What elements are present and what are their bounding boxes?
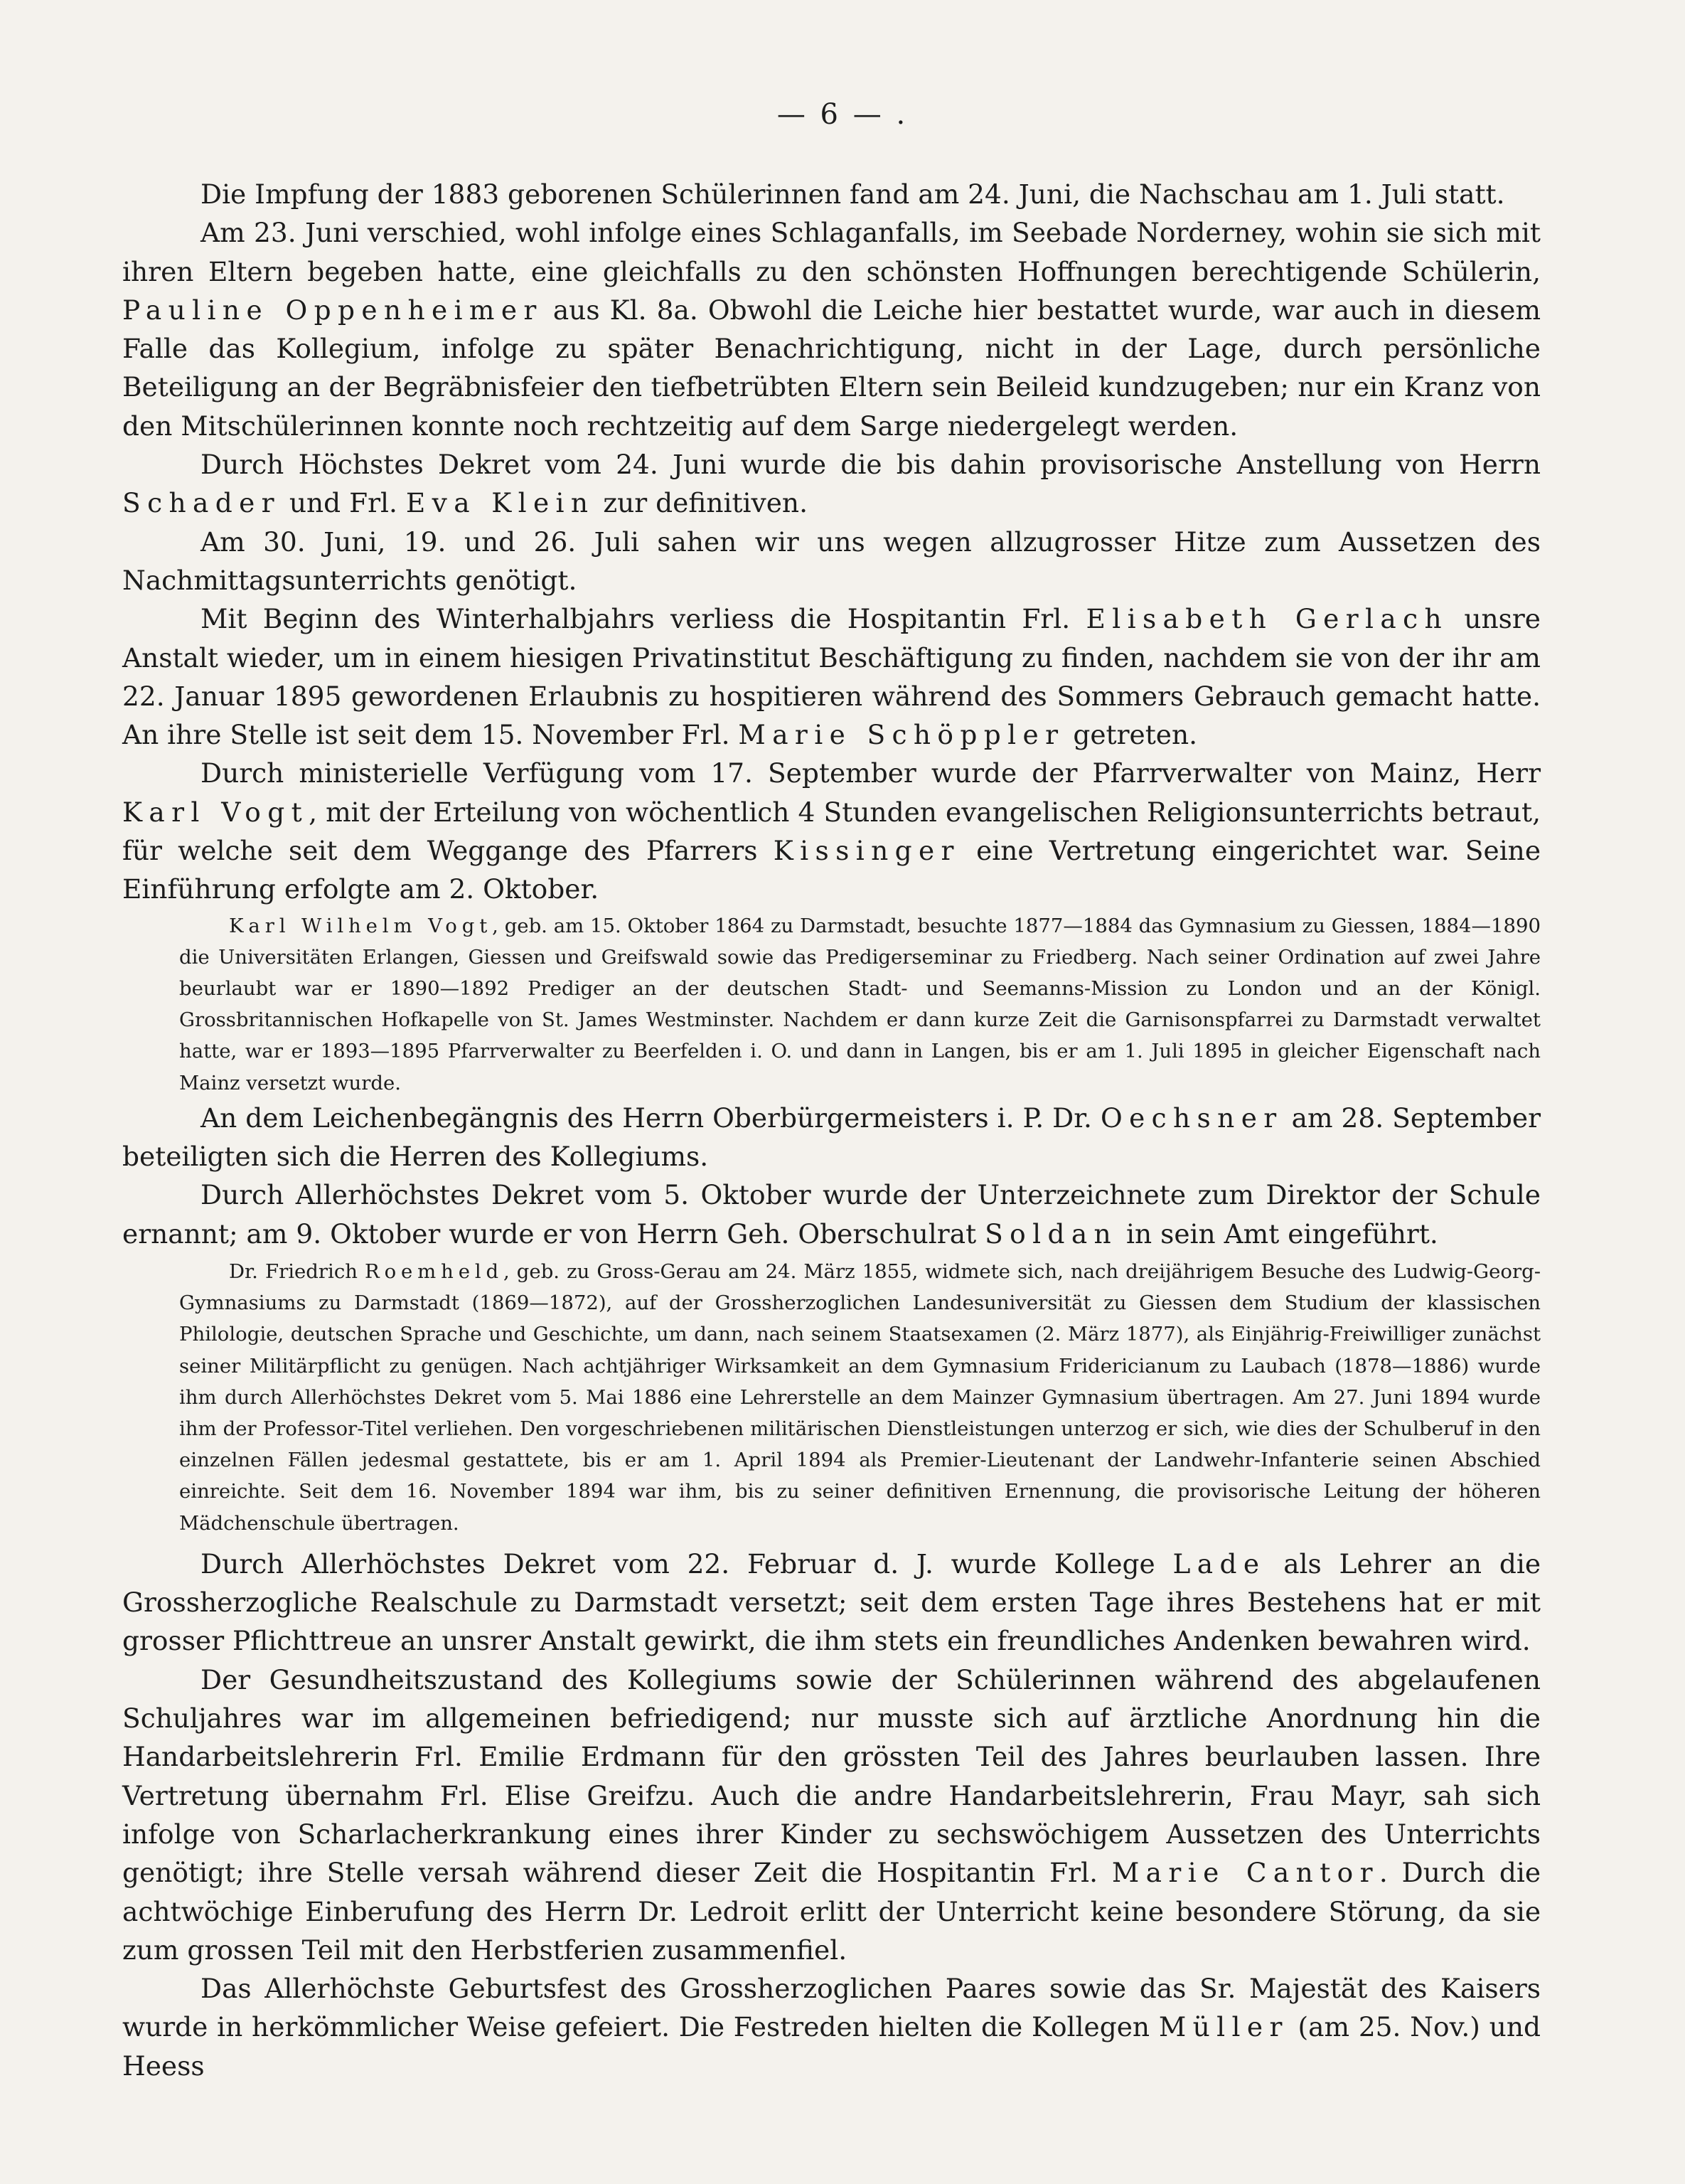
- biography-note-vogt: [179, 910, 1541, 1099]
- page-number: — 6 — .: [776, 98, 909, 131]
- obituary-name: Pauline Oppenheimer: [122, 294, 543, 326]
- funeral-name: Oechsner: [1100, 1102, 1283, 1134]
- appointment-text-after: zur definitiven.: [603, 487, 808, 519]
- hospitant-text-middle: unsre Anstalt wieder, um in einem hiesigen Privatinstitut Beschäftigung zu finden, nachdem sie von der ihr am 22. Januar 1895 gewordenen Erlaubnis zu hospitieren während des Sommers Gebrauch gemacht hatte. An ihre Stelle ist seit dem 15. November Frl.: [122, 603, 1541, 751]
- note-roemheld-last-name: Roemheld: [365, 1260, 504, 1284]
- vogt-text-middle: , mit der Erteilung von wöchentlich 4 Stunden evangelischen Religionsunterrichts betraut, für welche seit dem Weggange des Pfarrers: [122, 796, 1541, 867]
- vogt-text-before: Durch ministerielle Verfügung vom 17. September wurde der Pfarrverwalter von Mainz, Herr: [200, 757, 1541, 789]
- obituary-text-before: Am 23. Juni verschied, wohl infolge eines Schlaganfalls, im Seebade Norderney, wohin sie sich mit ihren Eltern begeben hatte, eine gleichfalls zu den schönsten Hoffnungen berechtigende Schülerin,: [122, 217, 1541, 287]
- health-text-middle3: . Durch die achtwöchige Einberufung des Herrn Dr.: [122, 1857, 1541, 1927]
- lade-name: Lade: [1172, 1548, 1266, 1580]
- hospitant-text-after: getreten.: [1073, 719, 1198, 751]
- birthday-text-before: Das Allerhöchste Geburtsfest des Grossherzoglichen Paares sowie das Sr. Majestät des Kaisers wurde in herkömmlicher Weise gefeiert. Die Festreden hielten die Kollegen: [122, 1973, 1541, 2043]
- note-vogt-text: , geb. am 15. Oktober 1864 zu Darmstadt, besuchte 1877—1884 das Gymnasium zu Giessen, 1884—1890 die Universitäten Erlangen, Giessen und Greifswald sowie das Predigerseminar zu Friedberg. Nach seiner Ordination auf zwei Jahre beurlaubt war er 1890—1892 Prediger an der deutschen Stadt- und Seemanns-Mission zu London und an der Königl. Grossbritannischen Hofkapelle von St. James Westminster. Nachdem er dann kurze Zeit die Garnisonspfarrei zu Darmstadt verwaltet hatte, war er 1893—1895 Pfarrverwalter zu Beerfelden i. O. und dann in Langen, bis er am 1. Juli 1895 in gleicher Eigenschaft nach Mainz versetzt wurde.: [179, 914, 1541, 1094]
- vogt-name-kissinger: Kissinger: [773, 835, 961, 867]
- note-roemheld-text: , geb. zu Gross-Gerau am 24. März 1855, widmete sich, nach dreijährigem Besuche des Ludwig-Georg-Gymnasiums zu Darmstadt (1869—1872), auf der Grossherzoglichen Landesuniversität zu Giessen dem Studium der klassischen Philologie, deutschen Sprache und Geschichte, um dann, nach seinem Staatsexamen (2. März 1877), als Einjährig-Freiwilliger zunächst seiner Militärpflicht zu genügen. Nach achtjähriger Wirksamkeit an dem Gymnasium Fridericianum zu Laubach (1878—1886) wurde ihm durch Allerhöchstes Dekret vom 5. Mai 1886 eine Lehrerstelle an dem Mainzer Gymnasium übertragen. Am 27. Juni 1894 wurde ihm der Professor-Titel verliehen. Den vorgeschriebenen militärischen Dienstleistungen unterzog er sich, wie dies der Schulberuf in den einzelnen Fällen jedesmal gestattete, bis er am 1. April 1894 als Premier-Lieutenant der Landwehr-Infanterie seinen Abschied einreichte. Seit dem 16. November 1894 war ihm, bis zu seiner definitiven Ernennung, die provisorische Leitung der höheren Mädchenschule übertragen.: [179, 1260, 1541, 1535]
- health-name-greifzu: Greifzu: [587, 1779, 687, 1811]
- director-name-soldan: Soldan: [985, 1218, 1118, 1250]
- paragraph-birthday: [122, 1969, 1541, 2085]
- paragraph-health: [122, 1661, 1541, 1969]
- health-text-after: erlitt der Unterricht keine besondere Störung, da sie zum grossen Teil mit den Herbstferien zusammenfiel.: [122, 1895, 1541, 1966]
- paragraph-heat: Am 30. Juni, 19. und 26. Juli sahen wir uns wegen allzugrosser Hitze zum Aussetzen des Nachmittagsunterrichts genötigt.: [122, 526, 1541, 596]
- note-roemheld-prefix: Dr.: [229, 1260, 258, 1284]
- paragraph-vaccination: Die Impfung der 1883 geborenen Schülerinnen fand am 24. Juni, die Nachschau am 1. Juli statt.: [200, 179, 1505, 210]
- paragraph-lade: [122, 1545, 1541, 1661]
- text-block: [122, 175, 1541, 2085]
- appointment-text-middle: und Frl.: [289, 487, 397, 519]
- note-roemheld-first-name: Friedrich: [264, 1260, 358, 1284]
- health-name-cantor: Marie Cantor: [1111, 1857, 1379, 1889]
- paragraph-hospitant: [122, 600, 1541, 754]
- appointment-text-before: Durch Höchstes Dekret vom 24. Juni wurde die bis dahin provisorische Anstellung von Herrn: [200, 449, 1541, 481]
- obituary-text-after: aus Kl. 8a. Obwohl die Leiche hier bestattet wurde, war auch in diesem Falle das Kollegium, infolge zu später Benachrichtigung, nicht in der Lage, durch persönliche Beteiligung an der Begräbnisfeier den tiefbetrübten Eltern sein Beileid kundzugeben; nur ein Kranz von den Mitschülerinnen konnte noch rechtzeitig auf dem Sarge niedergelegt werden.: [122, 294, 1541, 442]
- appointment-name-klein: Eva Klein: [405, 487, 595, 519]
- biography-note-roemheld: [179, 1256, 1541, 1539]
- paragraph-obituary: [122, 213, 1541, 445]
- note-vogt-name: Karl Wilhelm Vogt: [229, 914, 493, 937]
- health-text-middle1: für den grössten Teil des Jahres beurlauben lassen. Ihre Vertretung übernahm Frl. Elise: [122, 1741, 1541, 1811]
- paragraph-director: [122, 1176, 1541, 1253]
- hospitant-name-schoeppler: Marie Schöppler: [738, 719, 1065, 751]
- birthday-name-mueller: Müller: [1158, 2011, 1289, 2043]
- paragraph-vogt: [122, 754, 1541, 908]
- hospitant-name-gerlach: Elisabeth Gerlach: [1086, 603, 1449, 635]
- funeral-text-after: am 28. September beteiligten sich die Herren des Kollegiums.: [122, 1102, 1541, 1173]
- lade-text-before: Durch Allerhöchstes Dekret vom 22. Februar d. J. wurde Kollege: [200, 1548, 1155, 1580]
- paragraph-appointment: [122, 445, 1541, 523]
- lade-text-after: als Lehrer an die Grossherzogliche Realschule zu Darmstadt versetzt; seit dem ersten Tage ihres Bestehens hat er mit grosser Pflichttreue an unsrer Anstalt gewirkt, die ihm stets ein freundliches Andenken bewahren wird.: [122, 1548, 1541, 1657]
- health-text-before: Der Gesundheitszustand des Kollegiums sowie der Schülerinnen während des abgelaufenen Schuljahres war im allgemeinen befriedigend; nur musste sich auf ärztliche Anordnung hin die Handarbeitslehrerin Frl. Emilie: [122, 1663, 1541, 1773]
- vogt-name: Karl Vogt: [122, 796, 309, 828]
- health-name-ledroit: Ledroit: [689, 1895, 788, 1927]
- appointment-name-schader: Schader: [122, 487, 281, 519]
- hospitant-text-before: Mit Beginn des Winterhalbjahrs verliess die Hospitantin Frl.: [200, 603, 1071, 635]
- paragraph-funeral: [122, 1099, 1541, 1176]
- health-text-middle2: . Auch die andre Handarbeitslehrerin, Frau Mayr, sah sich infolge von Scharlacherkrankung eines ihrer Kinder zu sechswöchigem Aussetzen des Unterrichts genötigt; ihre Stelle versah während dieser Zeit die Hospitantin Frl.: [122, 1779, 1541, 1889]
- health-name-erdmann: Erdmann: [580, 1741, 706, 1773]
- birthday-text-after: (am 25. Nov.) und Heess: [122, 2011, 1541, 2082]
- funeral-text-before: An dem Leichenbegängnis des Herrn Oberbürgermeisters i. P. Dr.: [200, 1102, 1092, 1134]
- director-text-after: in sein Amt eingeführt.: [1126, 1218, 1438, 1250]
- vogt-text-after: eine Vertretung eingerichtet war. Seine Einführung erfolgte am 2. Oktober.: [122, 835, 1541, 905]
- director-text-before: Durch Allerhöchstes Dekret vom 5. Oktober wurde der Unterzeichnete zum Direktor der Schule ernannt; am 9. Oktober wurde er von Herrn Geh. Oberschulrat: [122, 1179, 1541, 1250]
